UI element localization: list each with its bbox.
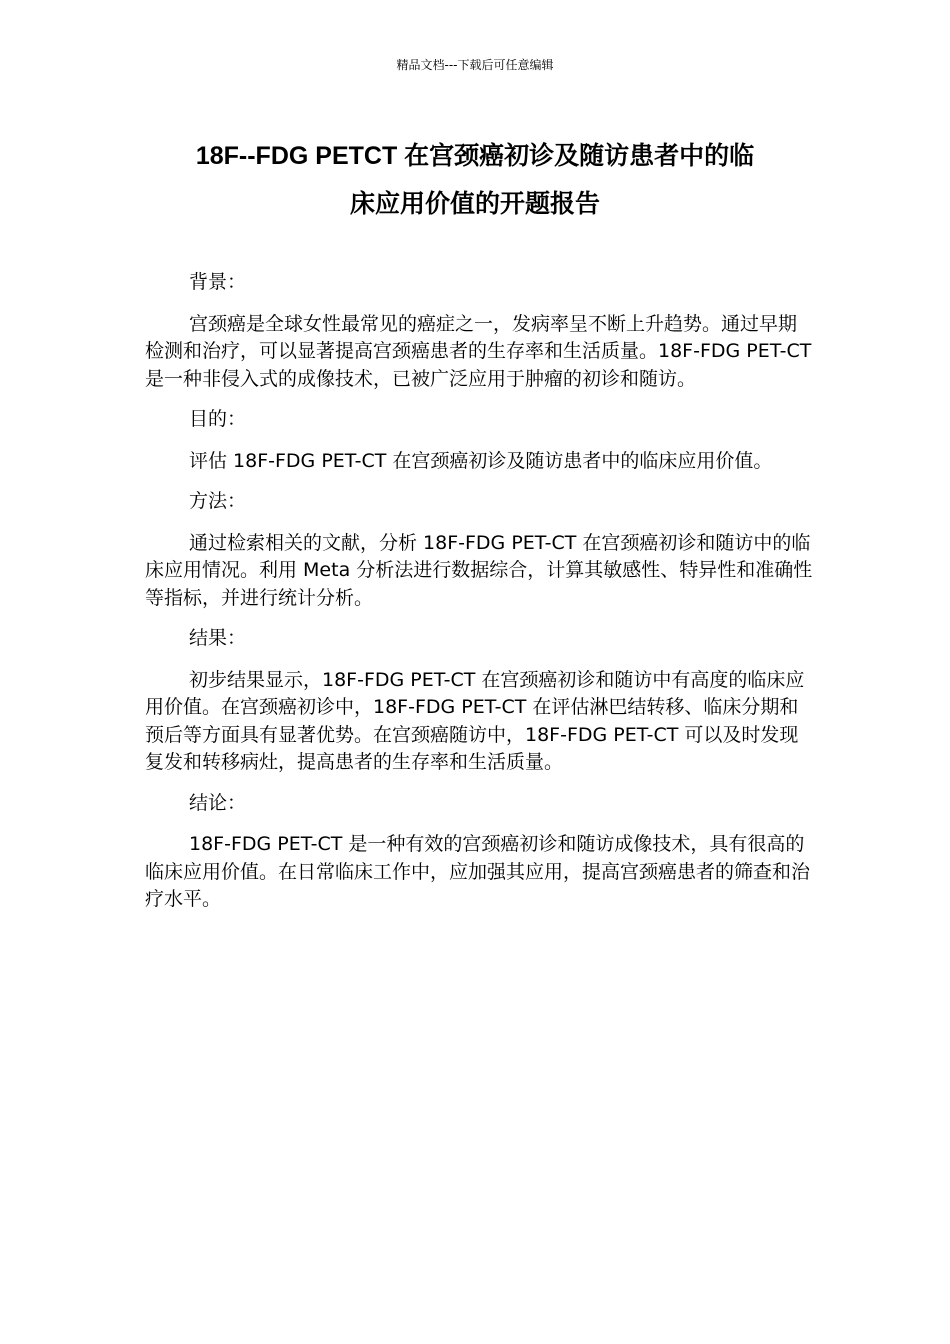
title-line-1: 18F--FDG PETCT 在宫颈癌初诊及随访患者中的临 (195, 142, 755, 170)
conclusion-heading: 结论： (189, 791, 247, 814)
title-line-2: 床应用价值的开题报告 (349, 190, 600, 218)
background-heading: 背景： (189, 271, 247, 293)
header-note: 精品文档---下载后可任意编辑 (396, 58, 554, 72)
document-title (100, 132, 850, 228)
background-paragraph: 宫颈癌是全球女性最常见的癌症之一，发病率呈不断上升趋势。通过早期检测和治疗，可以显著提高宫颈癌患者的生存率和生活质量。18F-FDG PET-CT 是一种非侵入式的成像技术，已被广泛应用于肿瘤的初诊和随访。 (145, 312, 812, 390)
document-body (145, 269, 813, 927)
purpose-heading: 目的： (189, 408, 247, 430)
result-paragraph: 初步结果显示，18F-FDG PET-CT 在宫颈癌初诊和随访中有高度的临床应用价值。在宫颈癌初诊中，18F-FDG PET-CT 在评估淋巴结转移、临床分期和预后等方面具有显著优势。在宫颈癌随访中，18F-FDG PET-CT 可以及时发现复发和转移病灶，提高患者的生存率和生活质量。 (145, 668, 805, 773)
method-paragraph: 通过检索相关的文献，分析 18F-FDG PET-CT 在宫颈癌初诊和随访中的临床应用情况。利用 Meta 分析法进行数据综合，计算其敏感性、特异性和准确性等指标，并进行统计分析。 (145, 531, 813, 609)
conclusion-paragraph: 18F-FDG PET-CT 是一种有效的宫颈癌初诊和随访成像技术，具有很高的临床应用价值。在日常临床工作中，应加强其应用，提高宫颈癌患者的筛查和治疗水平。 (145, 833, 811, 910)
method-heading: 方法： (189, 490, 247, 512)
result-heading: 结果： (189, 627, 247, 649)
purpose-paragraph: 评估 18F-FDG PET-CT 在宫颈癌初诊及随访患者中的临床应用价值。 (189, 449, 773, 472)
